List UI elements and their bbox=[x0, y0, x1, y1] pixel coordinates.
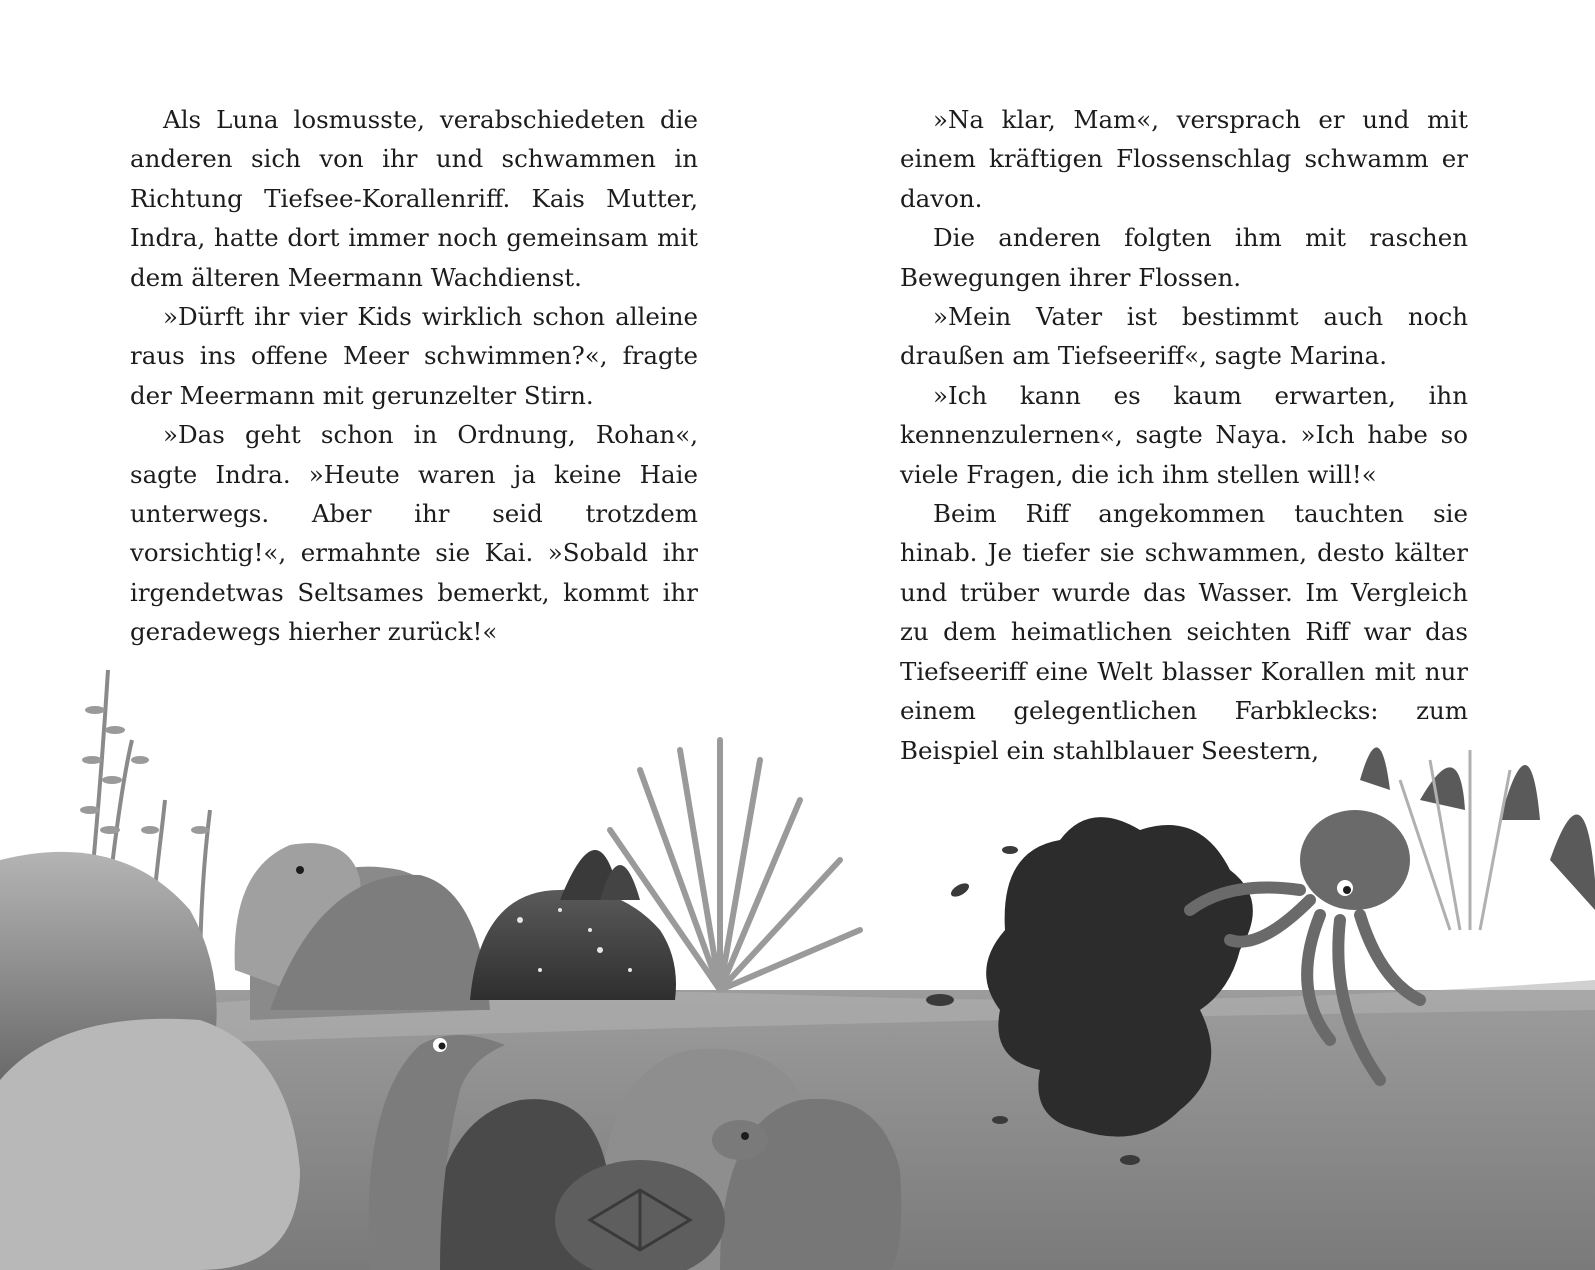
paragraph: »Das geht schon in Ordnung, Rohan«, sagte Indra. »Heute waren ja keine Haie unterwegs. Aber ihr seid trotzdem vorsichtig!«, ermahnte sie Kai. »Sobald ihr irgendetwas Seltsames bemerkt, kommt ihr geradewegs hierher zurück!« bbox=[130, 420, 698, 647]
rock-left-front bbox=[0, 1019, 300, 1270]
right-page-text bbox=[900, 100, 1468, 770]
coral-mound-dark bbox=[470, 890, 676, 1001]
left-page-text bbox=[130, 100, 698, 652]
paragraph: »Na klar, Mam«, versprach er und mit einem kräftigen Flossenschlag schwamm er davon. bbox=[900, 105, 1468, 213]
paragraph: Als Luna losmusste, verabschiedeten die anderen sich von ihr und schwammen in Richtung Tiefsee-Korallenriff. Kais Mutter, Indra, hatte dort immer noch gemeinsam mit dem älteren Meermann Wachdienst. bbox=[130, 105, 698, 292]
paragraph: Die anderen folgten ihm mit raschen Bewegungen ihrer Flossen. bbox=[900, 223, 1468, 292]
octopus-head bbox=[1300, 810, 1410, 910]
paragraph: »Ich kann es kaum erwarten, ihn kennenzulernen«, sagte Naya. »Ich habe so viele Fragen, die ich ihm stellen will!« bbox=[900, 380, 1468, 489]
paragraph: Beim Riff angekommen tauchten sie hinab. Je tiefer sie schwammen, desto kälter und trüber wurde das Wasser. Im Vergleich zu dem heimatlichen seichten Riff war das Tiefseeriff eine Welt blasser Korallen mit nur einem gelegentlichen Farbklecks: zum Beispiel ein stahlblauer Seestern, bbox=[900, 499, 1468, 765]
paragraph: »Mein Vater ist bestimmt auch noch draußen am Tiefseeriff«, sagte Marina. bbox=[900, 302, 1468, 371]
turtle-head bbox=[712, 1120, 768, 1160]
manatee-eye bbox=[296, 866, 304, 874]
paragraph: »Dürft ihr vier Kids wirklich schon alleine raus ins offene Meer schwimmen?«, fragte der Meermann mit gerunzelter Stirn. bbox=[130, 302, 698, 410]
